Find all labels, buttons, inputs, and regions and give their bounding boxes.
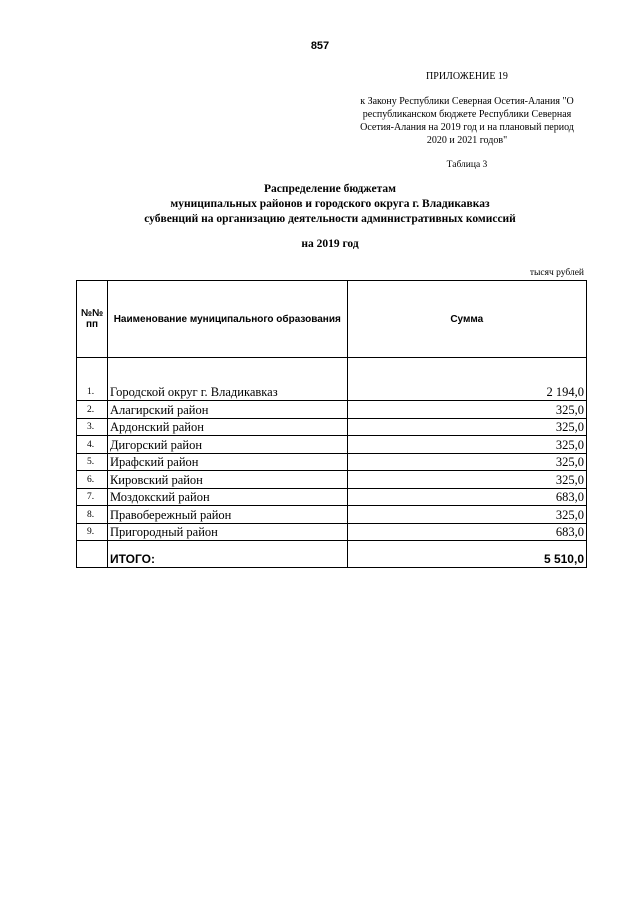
table-row	[77, 418, 587, 436]
row-name: Ардонский район	[107, 418, 347, 436]
row-num: 7.	[77, 488, 108, 506]
title-line: Распределение бюджетам	[264, 183, 396, 195]
appendix-title: ПРИЛОЖЕНИЕ 19	[426, 71, 508, 82]
row-sum: 683,0	[347, 523, 586, 541]
table-row	[77, 401, 587, 419]
row-name: Городской округ г. Владикавказ	[107, 358, 347, 401]
header-num: №№ пп	[77, 281, 108, 358]
table-row	[77, 358, 587, 401]
row-sum: 325,0	[347, 471, 586, 489]
table-row	[77, 488, 587, 506]
table-row	[77, 506, 587, 524]
total-label: ИТОГО:	[107, 541, 347, 568]
budget-table	[76, 280, 587, 568]
appendix-line: к Закону Республики Северная Осетия-Алания "О	[360, 96, 574, 107]
row-num: 5.	[77, 453, 108, 471]
table-header-row	[77, 281, 587, 358]
appendix-header	[340, 70, 594, 147]
table-row	[77, 436, 587, 454]
row-sum: 325,0	[347, 401, 586, 419]
header-sum: Сумма	[347, 281, 586, 358]
row-sum: 325,0	[347, 418, 586, 436]
table-row	[77, 471, 587, 489]
title-line: субвенций на организацию деятельности административных комиссий	[144, 213, 516, 225]
appendix-line: Осетия-Алания на 2019 год и на плановый период	[360, 122, 574, 133]
row-name: Пригородный район	[107, 523, 347, 541]
row-num: 8.	[77, 506, 108, 524]
header-name: Наименование муниципального образования	[107, 281, 347, 358]
row-name: Алагирский район	[107, 401, 347, 419]
row-name: Кировский район	[107, 471, 347, 489]
row-num: 9.	[77, 523, 108, 541]
row-num: 3.	[77, 418, 108, 436]
row-sum: 2 194,0	[347, 358, 586, 401]
row-num: 2.	[77, 401, 108, 419]
row-num: 4.	[77, 436, 108, 454]
row-sum: 683,0	[347, 488, 586, 506]
appendix-line: республиканском бюджете Республики Северная	[362, 109, 572, 120]
page-number: 857	[310, 40, 330, 52]
row-name: Ирафский район	[107, 453, 347, 471]
row-sum: 325,0	[347, 453, 586, 471]
title-year: на 2019 год	[301, 238, 359, 250]
total-row	[77, 541, 587, 568]
appendix-line: 2020 и 2021 годов"	[426, 135, 508, 146]
row-sum: 325,0	[347, 436, 586, 454]
row-sum: 325,0	[347, 506, 586, 524]
row-num: 1.	[77, 358, 108, 401]
table-label: Таблица 3	[446, 160, 488, 170]
row-name: Моздокский район	[107, 488, 347, 506]
row-name: Правобережный район	[107, 506, 347, 524]
table-row	[77, 523, 587, 541]
row-num: 6.	[77, 471, 108, 489]
row-name: Дигорский район	[107, 436, 347, 454]
document-title	[60, 182, 600, 252]
total-sum: 5 510,0	[347, 541, 586, 568]
units-label: тысяч рублей	[529, 268, 584, 278]
total-num-cell	[77, 541, 108, 568]
title-line: муниципальных районов и городского округа г. Владикавказ	[170, 198, 490, 210]
table-row	[77, 453, 587, 471]
